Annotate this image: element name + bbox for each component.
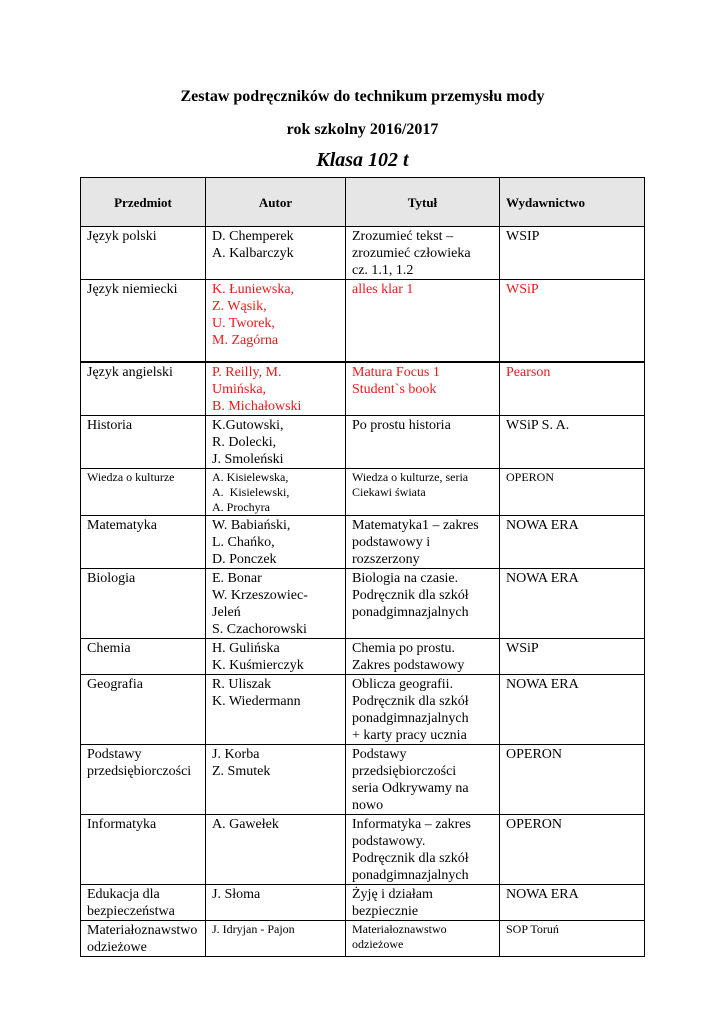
title-text: podstawowy i	[352, 535, 431, 550]
subject-text: przedsiębiorczości	[87, 764, 192, 779]
subject-text: Historia	[87, 418, 133, 433]
publisher-cell	[500, 280, 645, 363]
author-text: P. Reilly, M.	[212, 365, 282, 380]
author-text: S. Czachorowski	[212, 622, 307, 637]
author-cell	[206, 815, 346, 885]
author-text: R. Dolecki,	[212, 435, 277, 450]
subject-text: Podstawy	[87, 747, 142, 762]
table-row	[81, 516, 645, 569]
title-text: ponadgimnazjalnych	[352, 868, 469, 883]
subject-text: bezpieczeństwa	[87, 904, 175, 919]
publisher-text: NOWA ERA	[506, 571, 579, 586]
title-text: nowo	[352, 798, 384, 813]
author-text: A. Kisielewski,	[212, 485, 290, 499]
author-text: Z. Wąsik,	[212, 299, 267, 314]
title-text: Po prostu historia	[352, 418, 451, 433]
subject-text: Język polski	[87, 229, 157, 244]
publisher-text: WSiP S. A.	[506, 418, 570, 433]
title-text: Zakres podstawowy	[352, 658, 465, 673]
author-cell	[206, 675, 346, 745]
author-text: M. Zagórna	[212, 333, 279, 348]
author-cell	[206, 745, 346, 815]
subject-text: Chemia	[87, 641, 131, 656]
title-text: rozszerzony	[352, 552, 420, 567]
subject-cell	[81, 921, 206, 957]
author-text: D. Ponczek	[212, 552, 277, 567]
author-cell	[206, 921, 346, 957]
title-text: cz. 1.1, 1.2	[352, 263, 414, 278]
publisher-text: WSIP	[506, 229, 540, 244]
title-cell	[346, 675, 500, 745]
title-text: Chemia po prostu.	[352, 641, 456, 656]
subject-text: Informatyka	[87, 817, 157, 832]
title-text: Student`s book	[352, 382, 437, 397]
document-title: Zestaw podręczników do technikum przemysłu mody	[180, 88, 545, 105]
column-header-subject: Przedmiot	[81, 178, 206, 227]
school-year: rok szkolny 2016/2017	[286, 121, 439, 138]
title-text: Informatyka – zakres	[352, 817, 471, 832]
author-text: A. Prochyra	[212, 500, 270, 514]
title-text: ponadgimnazjalnych	[352, 605, 469, 620]
title-cell	[346, 280, 500, 363]
title-text: Biologia na czasie.	[352, 571, 459, 586]
subject-cell	[81, 227, 206, 280]
title-text: + karty pracy ucznia	[352, 728, 467, 743]
publisher-cell	[500, 815, 645, 885]
subject-cell	[81, 745, 206, 815]
subject-cell	[81, 362, 206, 416]
publisher-cell	[500, 516, 645, 569]
table-row	[81, 227, 645, 280]
publisher-text: NOWA ERA	[506, 677, 579, 692]
title-cell	[346, 227, 500, 280]
publisher-text: NOWA ERA	[506, 518, 579, 533]
author-text: Umińska,	[212, 382, 267, 397]
author-text: B. Michałowski	[212, 399, 302, 414]
author-cell	[206, 516, 346, 569]
publisher-cell	[500, 569, 645, 639]
author-text: H. Gulińska	[212, 641, 280, 656]
author-text: R. Uliszak	[212, 677, 272, 692]
subject-cell	[81, 885, 206, 921]
author-text: L. Chańko,	[212, 535, 275, 550]
table-row	[81, 569, 645, 639]
author-text: D. Chemperek	[212, 229, 294, 244]
author-text: J. Idryjan - Pajon	[212, 922, 295, 936]
subject-cell	[81, 469, 206, 516]
author-text: A. Kisielewska,	[212, 470, 289, 484]
title-text: przedsiębiorczości	[352, 764, 457, 779]
title-text: ponadgimnazjalnych	[352, 711, 469, 726]
table-row	[81, 745, 645, 815]
subject-text: Edukacja dla	[87, 887, 160, 902]
title-cell	[346, 516, 500, 569]
title-text: zrozumieć człowieka	[352, 246, 471, 261]
title-text: Zrozumieć tekst –	[352, 229, 454, 244]
publisher-text: Pearson	[506, 365, 551, 380]
table-row	[81, 921, 645, 957]
title-cell	[346, 815, 500, 885]
title-text: Oblicza geografii.	[352, 677, 454, 692]
publisher-text: SOP Toruń	[506, 922, 559, 936]
title-cell	[346, 921, 500, 957]
class-name: Klasa 102 t	[316, 149, 409, 171]
publisher-cell	[500, 885, 645, 921]
author-text: Z. Smutek	[212, 764, 271, 779]
table-row	[81, 362, 645, 416]
title-cell	[346, 469, 500, 516]
publisher-text: OPERON	[506, 470, 555, 484]
title-cell	[346, 416, 500, 469]
publisher-cell	[500, 227, 645, 280]
title-text: Matura Focus 1	[352, 365, 440, 380]
title-text: Matematyka1 – zakres	[352, 518, 479, 533]
author-cell	[206, 227, 346, 280]
author-text: J. Korba	[212, 747, 260, 762]
publisher-cell	[500, 362, 645, 416]
subject-cell	[81, 569, 206, 639]
table-row	[81, 280, 645, 363]
title-text: Żyję i działam	[352, 887, 433, 902]
publisher-text: WSiP	[506, 641, 539, 656]
author-text: K. Łuniewska,	[212, 282, 295, 297]
author-text: A. Gawełek	[212, 817, 279, 832]
subject-cell	[81, 675, 206, 745]
title-text: Podstawy	[352, 747, 407, 762]
author-text: J. Smoleński	[212, 452, 284, 467]
author-cell	[206, 416, 346, 469]
table-row	[81, 815, 645, 885]
table-row	[81, 469, 645, 516]
table-header-row	[81, 178, 645, 227]
author-text: W. Babiański,	[212, 518, 291, 533]
title-text: seria Odkrywamy na	[352, 781, 469, 796]
subject-text: Język niemiecki	[87, 282, 178, 297]
author-text: J. Słoma	[212, 887, 261, 902]
publisher-text: NOWA ERA	[506, 887, 579, 902]
author-text: Jeleń	[212, 605, 241, 620]
author-cell	[206, 469, 346, 516]
subject-cell	[81, 516, 206, 569]
title-cell	[346, 885, 500, 921]
author-text: K. Kuśmierczyk	[212, 658, 304, 673]
subject-text: Matematyka	[87, 518, 157, 533]
subject-text: Geografia	[87, 677, 143, 692]
table-row	[81, 885, 645, 921]
textbook-table	[80, 177, 645, 957]
publisher-text: WSiP	[506, 282, 539, 297]
title-cell	[346, 569, 500, 639]
subject-text: Materiałoznawstwo	[87, 923, 198, 938]
title-text: alles klar 1	[352, 282, 414, 297]
subject-cell	[81, 416, 206, 469]
subject-text: Wiedza o kulturze	[87, 470, 175, 484]
title-text: Wiedza o kulturze, seria	[352, 470, 469, 484]
title-text: Podręcznik dla szkół	[352, 694, 469, 709]
table-row	[81, 416, 645, 469]
title-cell	[346, 362, 500, 416]
column-header-author: Autor	[206, 178, 346, 227]
column-header-title: Tytuł	[346, 178, 500, 227]
publisher-cell	[500, 921, 645, 957]
subject-text: odzieżowe	[87, 940, 147, 955]
author-cell	[206, 362, 346, 416]
subject-text: Język angielski	[87, 365, 173, 380]
author-cell	[206, 639, 346, 675]
publisher-cell	[500, 639, 645, 675]
title-text: podstawowy.	[352, 834, 426, 849]
subject-text: Biologia	[87, 571, 136, 586]
title-text: Ciekawi świata	[352, 485, 426, 499]
author-text: U. Tworek,	[212, 316, 275, 331]
title-cell	[346, 745, 500, 815]
author-text: E. Bonar	[212, 571, 262, 586]
table-row	[81, 639, 645, 675]
publisher-text: OPERON	[506, 817, 563, 832]
author-text: K.Gutowski,	[212, 418, 284, 433]
publisher-text: OPERON	[506, 747, 563, 762]
author-cell	[206, 885, 346, 921]
table-row	[81, 675, 645, 745]
subject-cell	[81, 280, 206, 363]
title-cell	[346, 639, 500, 675]
publisher-cell	[500, 745, 645, 815]
title-text: Podręcznik dla szkół	[352, 851, 469, 866]
subject-cell	[81, 639, 206, 675]
author-cell	[206, 280, 346, 363]
author-text: K. Wiedermann	[212, 694, 301, 709]
publisher-cell	[500, 675, 645, 745]
author-cell	[206, 569, 346, 639]
title-text: Materiałoznawstwo	[352, 922, 447, 936]
subject-cell	[81, 815, 206, 885]
title-text: odzieżowe	[352, 937, 404, 951]
title-text: bezpiecznie	[352, 904, 419, 919]
publisher-cell	[500, 416, 645, 469]
publisher-cell	[500, 469, 645, 516]
title-text: Podręcznik dla szkół	[352, 588, 469, 603]
column-header-publisher: Wydawnictwo	[500, 178, 645, 227]
author-text: W. Krzeszowiec-	[212, 588, 308, 603]
author-text: A. Kalbarczyk	[212, 246, 294, 261]
